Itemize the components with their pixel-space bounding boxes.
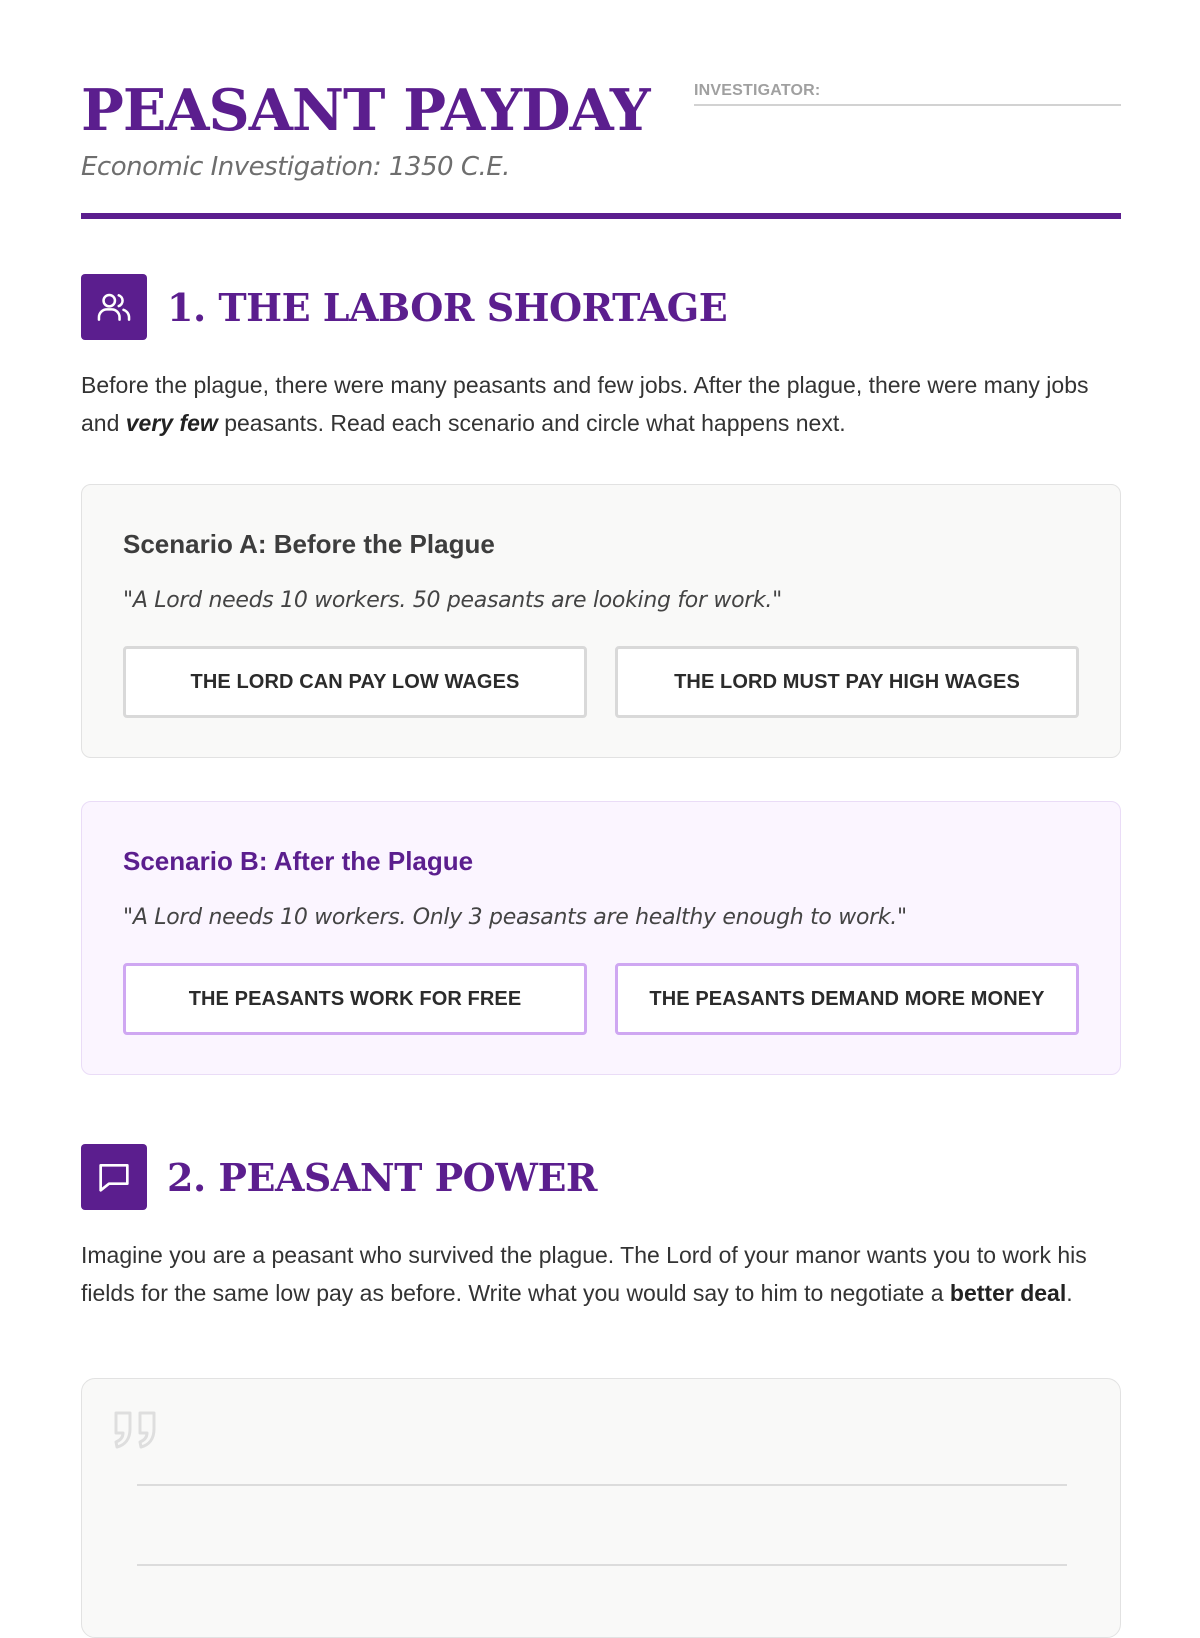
scenario-b-card (81, 801, 1121, 1075)
investigator-label: INVESTIGATOR: (694, 82, 821, 99)
section-1-title: 1. THE LABOR SHORTAGE (167, 284, 728, 330)
response-writing-area[interactable] (81, 1378, 1121, 1638)
scenario-a-option-high-wages[interactable]: THE LORD MUST PAY HIGH WAGES (615, 646, 1079, 718)
scenario-a-card (81, 484, 1121, 758)
scenario-a-quote: "A Lord needs 10 workers. 50 peasants are looking for work." (123, 588, 782, 613)
writing-line (137, 1484, 1067, 1486)
intro-emphasis: very few (125, 410, 218, 436)
writing-line (137, 1564, 1067, 1566)
scenario-a-option-low-wages[interactable]: THE LORD CAN PAY LOW WAGES (123, 646, 587, 718)
quote-icon (112, 1409, 160, 1458)
worksheet-page (81, 0, 1121, 1306)
section-1-intro (81, 366, 1121, 442)
section-2-intro (81, 1236, 1121, 1312)
page-subtitle: Economic Investigation: 1350 C.E. (81, 152, 510, 182)
header-divider (81, 213, 1121, 219)
scenario-b-title: Scenario B: After the Plague (123, 846, 474, 876)
section-2-header (81, 1144, 597, 1210)
worksheet-header (81, 0, 1121, 222)
page-title: PEASANT PAYDAY (81, 77, 650, 144)
intro-text: Imagine you are a peasant who survived the plague. The Lord of your manor wants you to work his fields for the same low pay as before. Write what you would say to him to negotiate a (81, 1242, 1087, 1306)
section-1-header (81, 274, 727, 340)
scenario-a-title: Scenario A: Before the Plague (123, 529, 495, 559)
scenario-b-option-demand-money[interactable]: THE PEASANTS DEMAND MORE MONEY (615, 963, 1079, 1035)
scenario-b-quote: "A Lord needs 10 workers. Only 3 peasants are healthy enough to work." (123, 905, 907, 930)
intro-text: Before the plague, there were many peasants and few jobs. After the plague, there were many jobs and (81, 372, 1089, 436)
investigator-field[interactable] (694, 82, 1121, 106)
users-icon (81, 274, 147, 340)
speech-bubble-icon (81, 1144, 147, 1210)
section-2-title: 2. PEASANT POWER (167, 1154, 597, 1200)
intro-bold: better deal (949, 1280, 1067, 1306)
scenario-b-option-work-free[interactable]: THE PEASANTS WORK FOR FREE (123, 963, 587, 1035)
intro-text-end: . (1066, 1280, 1073, 1306)
intro-text-end: peasants. Read each scenario and circle what happens next. (217, 410, 846, 436)
